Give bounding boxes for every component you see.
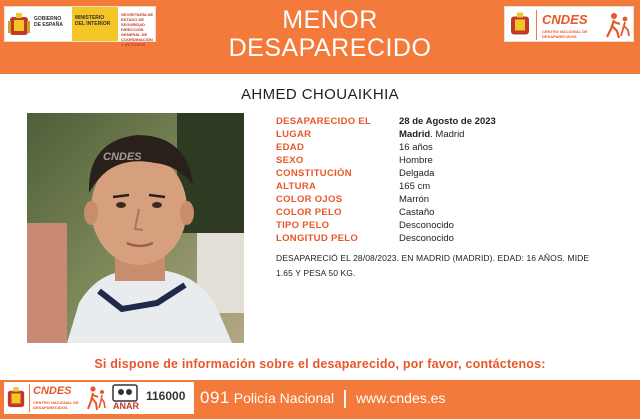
police-name: Policía Nacional [233, 390, 335, 406]
detail-label: EDAD [276, 142, 305, 153]
title-line-2: DESAPARECIDO [228, 34, 432, 62]
photo-illustration [27, 113, 244, 343]
title-line-1: MENOR [282, 6, 378, 34]
footer-logos [4, 382, 194, 414]
logo-separator [29, 384, 30, 412]
footer-cndes-subtitle: CENTRO NACIONAL DE DESAPARECIDOS [33, 400, 79, 410]
gov-logo-text-2: SECRETARÍA DE ESTADO DE SEGURIDAD DIRECCIÓN GENERAL DE COORDINACIÓN Y ESTUDIOS [121, 12, 154, 47]
detail-value: Desconocido [399, 233, 454, 244]
detail-value [399, 128, 464, 141]
description-line-2: 1.65 Y PESA 50 KG. [276, 268, 356, 278]
running-figures-icon [605, 11, 631, 39]
footer-contact [200, 388, 445, 408]
detail-value-bold: Madrid [399, 129, 431, 140]
contact-prompt: Si dispone de información sobre el desaparecido, por favor, contáctenos: [94, 357, 546, 371]
person-photo [27, 113, 244, 343]
detail-value: 28 de Agosto de 2023 [399, 116, 496, 127]
description-line-1: DESAPARECIÓ EL 28/08/2023. EN MADRID (MADRID). EDAD: 16 AÑOS. MIDE [276, 253, 590, 263]
running-figures-icon [86, 385, 106, 411]
detail-label: ALTURA [276, 181, 317, 192]
cndes-brand: CNDES [542, 12, 588, 27]
detail-value: Delgada [399, 168, 435, 179]
footer-divider [344, 390, 346, 408]
anar-logo [112, 384, 192, 412]
detail-value: 16 años [399, 142, 433, 153]
detail-label: TIPO PELO [276, 220, 330, 231]
cndes-logo [504, 6, 634, 42]
detail-value: Desconocido [399, 220, 454, 231]
logo-separator [536, 10, 537, 40]
person-name: AHMED CHOUAIKHIA [240, 86, 400, 103]
government-logo [4, 6, 156, 47]
detail-label: DESAPARECIDO EL [276, 116, 372, 127]
detail-value: Castaño [399, 207, 435, 218]
detail-label: SEXO [276, 155, 304, 166]
photo-watermark: CNDES [103, 151, 142, 163]
detail-label: COLOR PELO [276, 207, 342, 218]
gov-logo-text-1: GOBIERNO DE ESPAÑA [34, 16, 63, 28]
detail-label: COLOR OJOS [276, 194, 343, 205]
coat-of-arms-icon [6, 386, 26, 410]
detail-value: Hombre [399, 155, 433, 166]
website-link[interactable]: www.cndes.es [355, 390, 446, 406]
header-banner [0, 0, 640, 74]
detail-label: CONSTITUCIÓN [276, 168, 352, 179]
detail-value-rest: . Madrid [430, 129, 465, 140]
coat-of-arms-icon [509, 12, 531, 37]
police-number: 091 [200, 388, 230, 407]
anar-number: 116000 [146, 389, 186, 403]
coat-of-arms-icon [8, 13, 30, 37]
ministry-label: MINISTERIO DEL INTERIOR [72, 7, 118, 41]
detail-label: LUGAR [276, 129, 312, 140]
poster-title [160, 6, 500, 62]
detail-label: LONGITUD PELO [276, 233, 359, 244]
description-text [276, 251, 632, 281]
anar-text: ANAR [113, 401, 139, 411]
footer-cndes-brand: CNDES [33, 385, 72, 397]
detail-value: 165 cm [399, 181, 431, 192]
anar-icon [112, 384, 138, 402]
footer-banner [0, 380, 640, 419]
cndes-subtitle: CENTRO NACIONAL DE DESAPARECIDOS [542, 29, 588, 39]
detail-value: Marrón [399, 194, 430, 205]
